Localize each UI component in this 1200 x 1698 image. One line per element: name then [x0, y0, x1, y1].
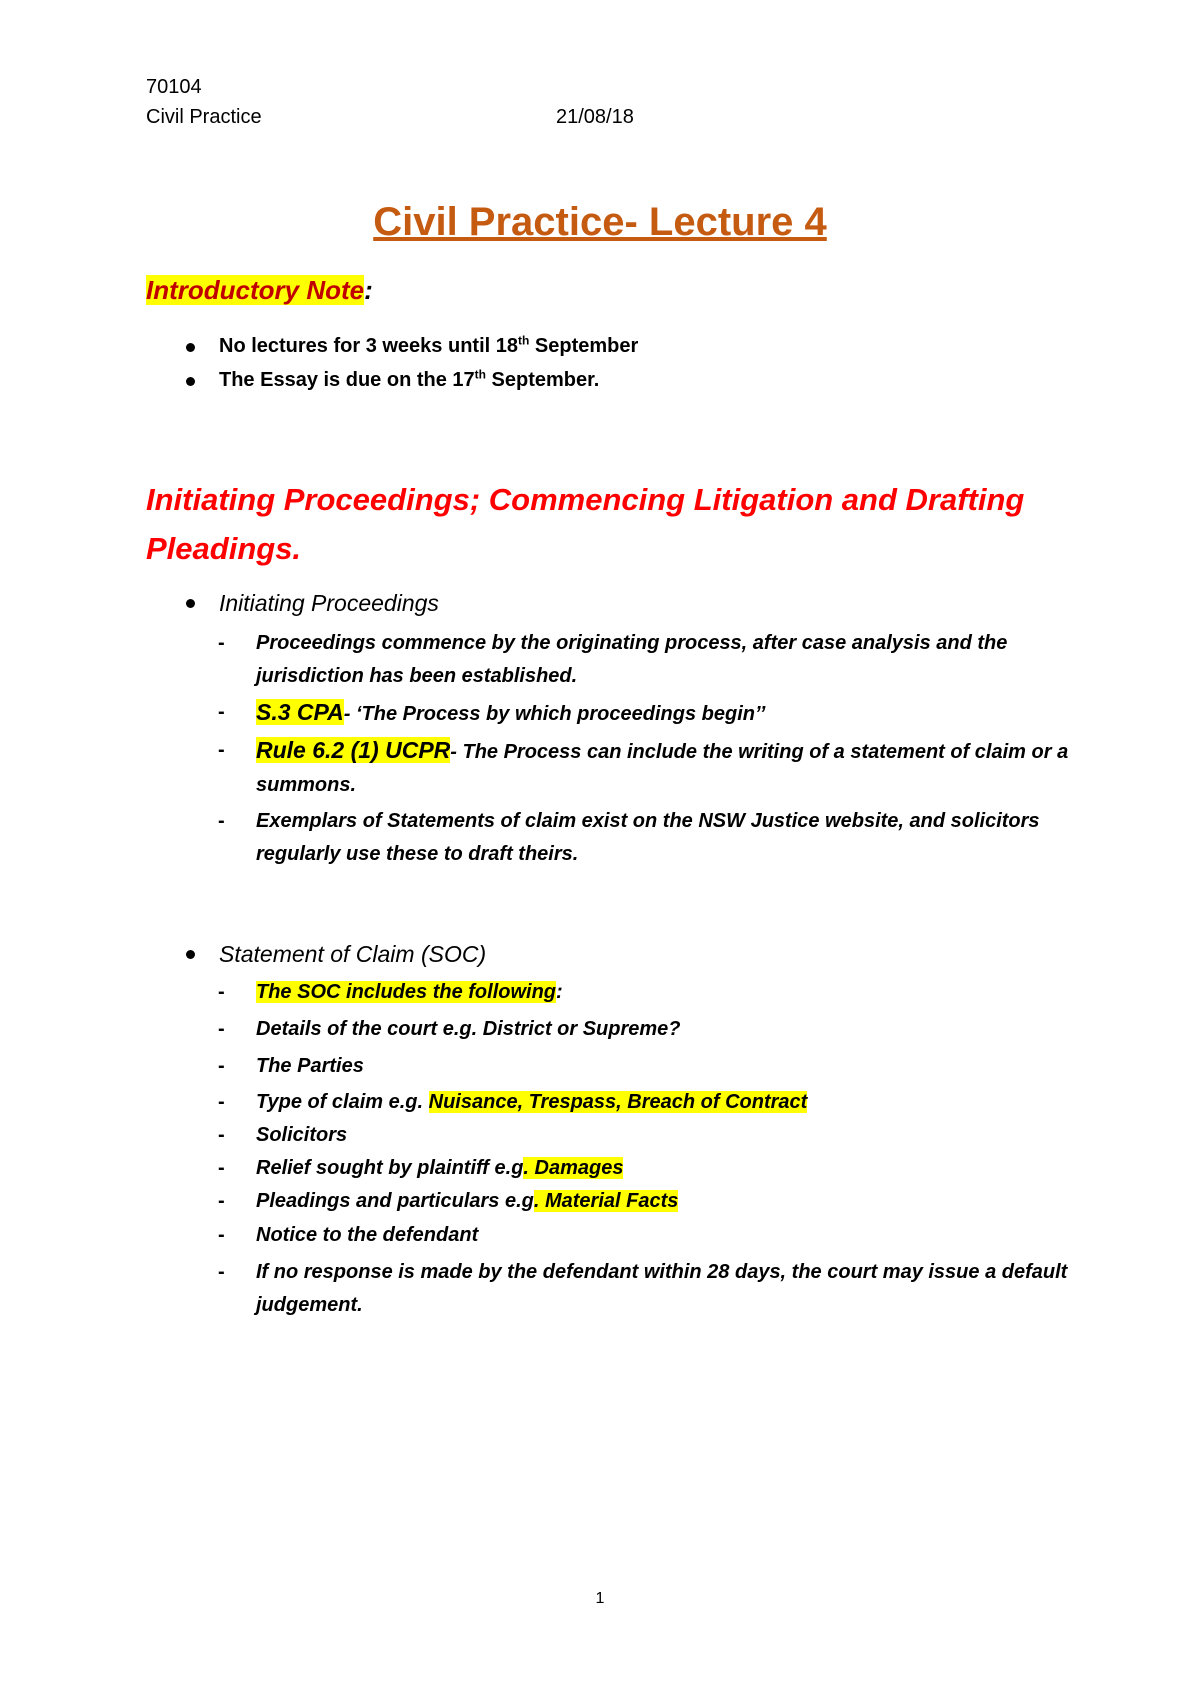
intro-heading-colon: : [364, 275, 373, 305]
list-item: - S.3 CPA- ‘The Process by which proceedings begin’’ [256, 696, 1076, 731]
soc-includes-highlight: The SOC includes the following [256, 981, 557, 1003]
intro-heading [146, 274, 373, 306]
list-item: - Solicitors [256, 1120, 1076, 1150]
list-item: - Notice to the defendant [256, 1219, 1076, 1252]
intro-item: No lectures for 3 weeks until 18th September [219, 333, 639, 357]
topic-initiating-proceedings: Initiating Proceedings [219, 590, 439, 616]
course-code: 70104 [146, 76, 202, 98]
material-facts-highlight: . Material Facts [533, 1190, 679, 1212]
list-item: - If no response is made by the defendant within 28 days, the court may issue a default judgement. [256, 1256, 1076, 1322]
document-title: Civil Practice- Lecture 4 [373, 200, 827, 244]
course-name: Civil Practice [146, 106, 262, 128]
list-item: - Exemplars of Statements of claim exist on the NSW Justice website, and solicitors regularly use these to draft theirs. [256, 805, 1076, 871]
s3-cpa-reference: S.3 CPA [256, 699, 344, 725]
intro-item: The Essay is due on the 17th September. [219, 368, 638, 392]
list-item: - Details of the court e.g. District or Supreme? [256, 1013, 1076, 1046]
damages-highlight: . Damages [523, 1157, 624, 1179]
list-item: - The Parties [256, 1050, 1076, 1083]
intro-list [219, 334, 638, 402]
page-number: 1 [595, 1590, 605, 1607]
intro-heading-label: Introductory Note [146, 275, 365, 305]
list-item: - Rule 6.2 (1) UCPR- The Process can include the writing of a statement of claim or a summons. [256, 734, 1076, 802]
section-heading: Initiating Proceedings; Commencing Litigation and Drafting Pleadings. [146, 482, 1025, 566]
list-item: - Type of claim e.g. Nuisance, Trespass, Breach of Contract [256, 1087, 1076, 1117]
rule-6-2-reference: Rule 6.2 (1) UCPR [256, 737, 451, 763]
list-item: - Pleadings and particulars e.g. Material Facts [256, 1186, 1076, 1216]
list-item: - Relief sought by plaintiff e.g. Damages [256, 1153, 1076, 1183]
claim-types-highlight: Nuisance, Trespass, Breach of Contract [428, 1091, 808, 1113]
list-item: - Proceedings commence by the originating process, after case analysis and the jurisdiction has been established. [256, 627, 1076, 693]
initiating-proceedings-list [256, 627, 1076, 874]
lecture-date: 21/08/18 [556, 106, 634, 128]
topic-statement-of-claim: Statement of Claim (SOC) [219, 941, 487, 967]
list-item: - The SOC includes the following: [256, 976, 1076, 1009]
statement-of-claim-list [256, 976, 1076, 1326]
